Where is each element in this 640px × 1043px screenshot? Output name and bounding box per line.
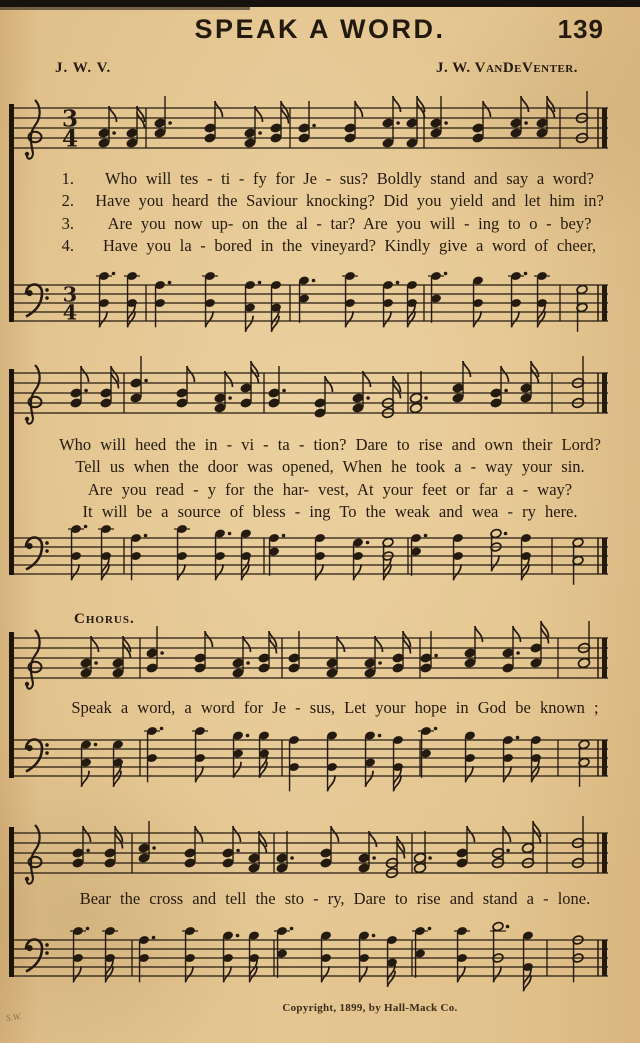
verse-text: Have you heard the Saviour knocking? Did you yield and let him in? (95, 191, 604, 211)
chorus-label: Chorus. (74, 611, 135, 627)
system4-treble-staff (12, 811, 610, 899)
system2-bass-staff (12, 516, 610, 604)
verse-line (40, 235, 615, 257)
page-number: 139 (557, 14, 604, 44)
chorus-bass-staff (12, 718, 610, 806)
composer-name: J. W. VanDeVenter. (436, 60, 578, 76)
verse-line: Who will heed the in - vi - ta - tion? Dare to rise and own their Lord? (59, 435, 601, 454)
system1-bass-staff (12, 263, 610, 351)
verse-text: Have you la - bored in the vineyard? Kindly give a word of cheer, (102, 236, 597, 256)
verse-text: Are you now up- on the al - tar? Are you will - ing to o - bey? (107, 213, 592, 233)
scan-top-edge-shadow (0, 7, 250, 10)
verse-number: 2. (61, 191, 74, 211)
lyricist-initials: J. W. V. (55, 60, 112, 76)
final-lyric (60, 888, 610, 910)
svg-text:3: 3 (61, 105, 79, 133)
page-title: SPEAK A WORD. (194, 14, 446, 44)
verse-line (40, 213, 615, 235)
verse-number: 1. (61, 169, 74, 188)
scan-top-edge (0, 0, 640, 7)
verse-text: Who will tes - ti - fy for Je - sus? Boldly stand and say a word? (105, 169, 594, 188)
verse-number: 4. (61, 236, 74, 256)
svg-text:4: 4 (61, 125, 79, 153)
system1-treble-staff (12, 86, 610, 174)
chorus-line: Speak a word, a word for Je - sus, Let your hope in God be known ; (71, 698, 599, 717)
verse-line (40, 190, 615, 212)
chorus-lyric (60, 697, 610, 719)
chorus-treble-staff (12, 616, 610, 704)
system2-treble-staff (12, 351, 610, 439)
pencil-mark: S.W. (5, 1010, 23, 1024)
verse-block-2 (50, 434, 610, 524)
svg-text:3: 3 (62, 282, 78, 307)
chorus-line-2: Bear the cross and tell the sto - ry, Dare to rise and stand a - lone. (79, 889, 591, 908)
svg-text:4: 4 (62, 300, 78, 325)
system4-bass-staff (12, 918, 610, 1006)
verse-line: Tell us when the door was opened, When he took a - way your sin. (75, 457, 585, 477)
verse-number: 3. (61, 213, 74, 233)
copyright-notice: Copyright, 1899, by Hall-Mack Co. (282, 1002, 458, 1014)
verse-line: It will be a source of bless - ing To the weak and wea - ry here. (82, 502, 578, 522)
verse-line: Are you read - y for the har- vest, At your feet or far a - way? (87, 479, 573, 499)
verse-line (40, 168, 615, 190)
verse-block-1 (40, 168, 615, 258)
